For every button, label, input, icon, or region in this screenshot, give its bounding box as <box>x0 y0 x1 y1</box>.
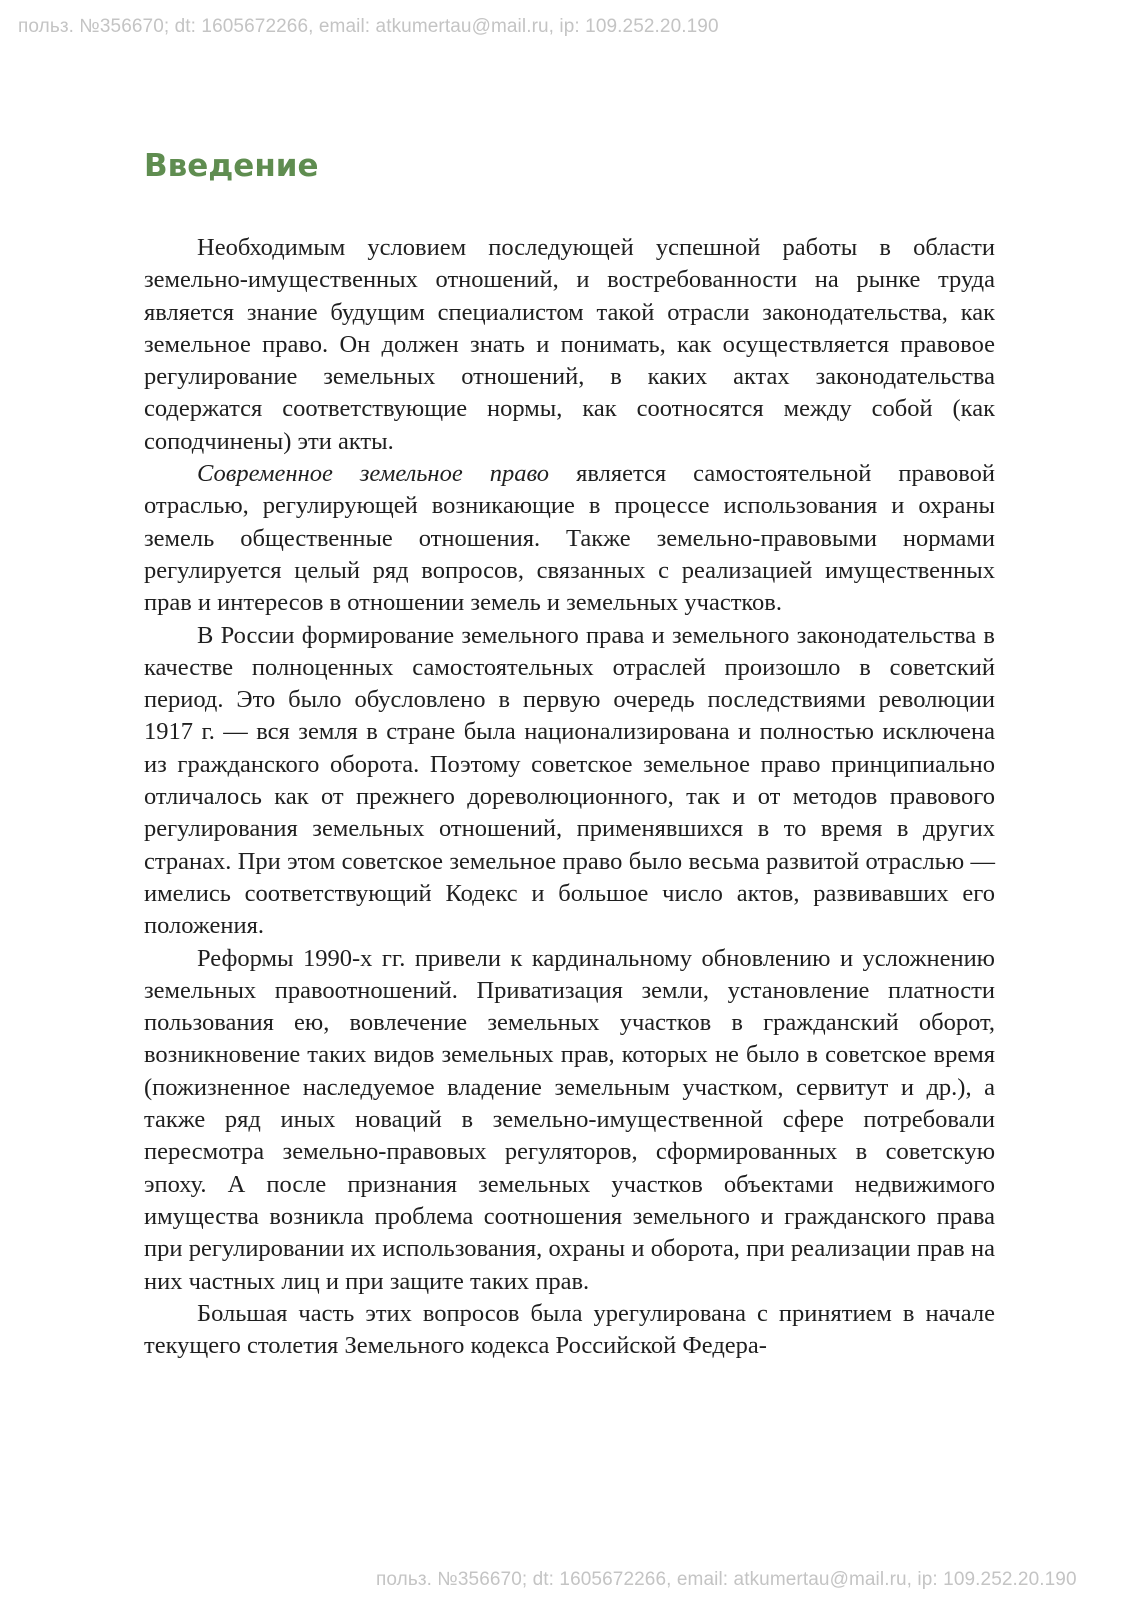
page-heading: Введение <box>144 148 319 184</box>
paragraph-2 <box>144 458 995 619</box>
paragraph-5: Большая часть этих вопросов была урегулирована с принятием в начале текущего столетия Земельного кодекса Российской Федера- <box>144 1299 995 1360</box>
paragraph-2-emphasis: Современное земельное право <box>197 460 550 488</box>
paragraph-2-text: является самостоятельной правовой отраслью, регулирующей возникающие в процессе использования и охраны земель общественные отношения. Также земельно-правовыми нормами регулируется целый ряд вопросов, связанных с реализацией имущественных прав и интересов в отношении земель и земельных участков. <box>144 460 996 617</box>
paragraph-3: В России формирование земельного права и земельного законодательства в качестве полноценных самостоятельных отраслей произошло в советский период. Это было обусловлено в первую очередь последствиями революции 1917 г. — вся земля в стране была национализирована и полностью исключена из гражданского оборота. Поэтому советское земельное право принципиально отличалось как от прежнего дореволюционного, так и от методов правового регулирования земельных отношений, применявшихся в то время в других странах. При этом советское земельное право было весьма развитой отраслью — имелись соответствующий Кодекс и большое число актов, развивавших его положения. <box>144 621 995 940</box>
watermark-bottom: польз. №356670; dt: 1605672266, email: atkumertau@mail.ru, ip: 109.252.20.190 <box>376 1569 1077 1590</box>
body-text <box>144 232 995 1362</box>
paragraph-4: Реформы 1990-х гг. привели к кардинальному обновлению и усложнению земельных правоотношений. Приватизация земли, установление платности пользования ею, вовлечение земельных участков в гражданский оборот, возникновение таких видов земельных прав, которых не было в советское время (пожизненное наследуемое владение земельным участком, сервитут и др.), а также ряд иных новаций в земельно-имущественной сфере потребовали пересмотра земельно-правовых регуляторов, сформированных в советскую эпоху. А после признания земельных участков объектами недвижимого имущества возникла проблема соотношения земельного и гражданского права при регулировании их использования, охраны и оборота, при реализации прав на них частных лиц и при защите таких прав. <box>144 944 995 1295</box>
watermark-top: польз. №356670; dt: 1605672266, email: atkumertau@mail.ru, ip: 109.252.20.190 <box>18 16 719 37</box>
paragraph-1: Необходимым условием последующей успешной работы в области земельно-имущественных отношений, и востребованности на рынке труда является знание будущим специалистом такой отрасли законодательства, как земельное право. Он должен знать и понимать, как осуществляется правовое регулирование земельных отношений, в каких актах законодательства содержатся соответствующие нормы, как соотносятся между собой (как соподчинены) эти акты. <box>144 234 995 455</box>
